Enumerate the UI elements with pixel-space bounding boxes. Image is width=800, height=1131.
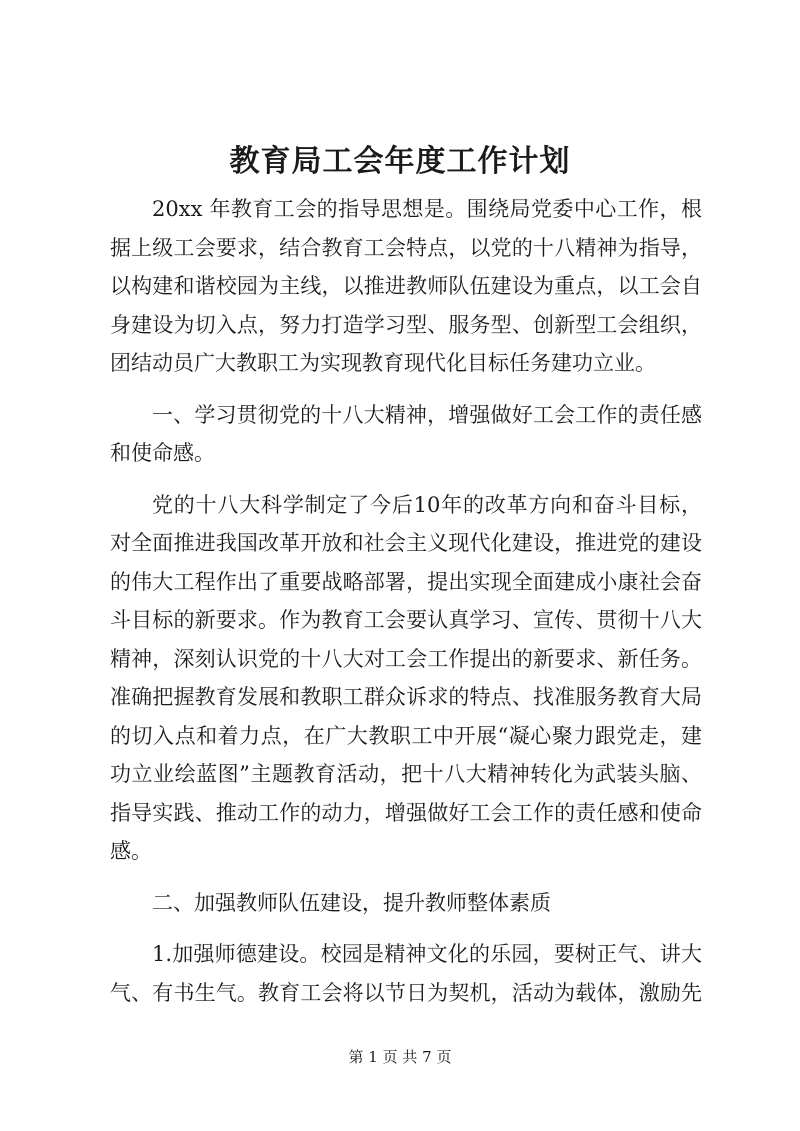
text-line: 斗目标的新要求。作为教育工会要认真学习、宣传、贯彻十八大 bbox=[110, 608, 702, 632]
document-body bbox=[110, 190, 702, 1012]
page-footer: 第 1 页 共 7 页 bbox=[348, 1048, 452, 1066]
text-line: 准确把握教育发展和教职工群众诉求的特点、找准服务教育大局 bbox=[110, 685, 702, 709]
section-heading-one bbox=[110, 396, 702, 473]
text-line: 和使命感。 bbox=[110, 441, 215, 465]
text-line: 党的十八大科学制定了今后10年的改革方向和奋斗目标， bbox=[152, 492, 702, 517]
paragraph-guiding-ideology bbox=[110, 190, 702, 383]
paragraph-teacher-ethics bbox=[110, 935, 702, 1012]
text-line: 二、加强教师队伍建设，提升教师整体素质 bbox=[152, 890, 551, 915]
text-line: 1.加强师德建设。校园是精神文化的乐园，要树正气、讲大 bbox=[152, 942, 702, 966]
text-line: 团结动员广大教职工为实现教育现代化目标任务建功立业。 bbox=[110, 351, 656, 375]
text-line: 身建设为切入点，努力打造学习型、服务型、创新型工会组织， bbox=[110, 312, 702, 337]
text-line: 的切入点和着力点，在广大教职工中开展“凝心聚力跟党走，建 bbox=[110, 723, 702, 748]
text-line: 据上级工会要求，结合教育工会特点，以党的十八精神为指导， bbox=[110, 235, 702, 260]
text-line: 气、有书生气。教育工会将以节日为契机，活动为载体，激励先 bbox=[110, 980, 702, 1005]
text-line: 一、学习贯彻党的十八大精神，增强做好工会工作的责任感 bbox=[152, 402, 702, 427]
text-line: 感。 bbox=[110, 839, 152, 863]
text-line: 功立业绘蓝图”主题教育活动，把十八大精神转化为武装头脑、 bbox=[110, 762, 702, 786]
section-heading-two bbox=[110, 884, 702, 923]
text-line: 指导实践、推动工作的动力，增强做好工会工作的责任感和使命 bbox=[110, 800, 702, 825]
text-line: 20xx 年教育工会的指导思想是。围绕局党委中心工作，根 bbox=[152, 197, 702, 221]
text-line: 的伟大工程作出了重要战略部署，提出实现全面建成小康社会奋 bbox=[110, 569, 702, 594]
text-line: 对全面推进我国改革开放和社会主义现代化建设，推进党的建设 bbox=[110, 531, 702, 555]
text-line: 以构建和谐校园为主线，以推进教师队伍建设为重点，以工会自 bbox=[110, 274, 702, 298]
text-line: 精神，深刻认识党的十八大对工会工作提出的新要求、新任务。 bbox=[110, 646, 702, 671]
paragraph-eighteenth-congress bbox=[110, 486, 702, 871]
document-title: 教育局工会年度工作计划 bbox=[229, 144, 571, 179]
